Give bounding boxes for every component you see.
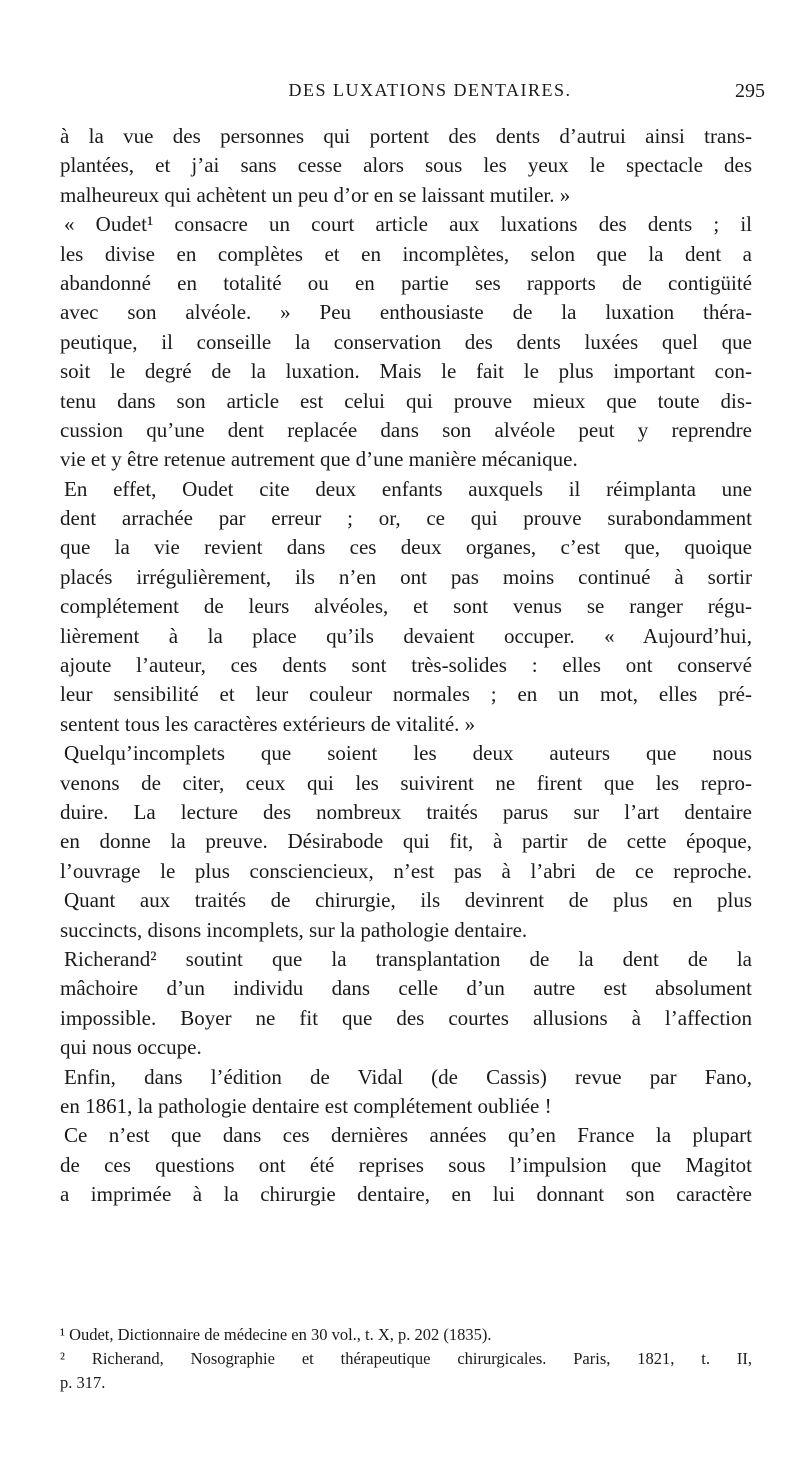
text-line: peutique, il conseille la conservation des dents luxées quel que bbox=[60, 329, 752, 354]
footnotes bbox=[60, 1323, 752, 1395]
text-line: complétement de leurs alvéoles, et sont venus se ranger régu- bbox=[60, 594, 752, 619]
text-line: leur sensibilité et leur couleur normales ; en un mot, elles pré- bbox=[60, 682, 752, 707]
body-text bbox=[60, 122, 752, 1209]
text-line: cussion qu’une dent replacée dans son alvéole peut y reprendre bbox=[60, 417, 752, 442]
running-head bbox=[50, 80, 770, 104]
text-line: l’ouvrage le plus consciencieux, n’est pas à l’abri de ce reproche. bbox=[60, 858, 752, 883]
text-line: en 1861, la pathologie dentaire est complétement oubliée ! bbox=[60, 1093, 552, 1118]
text-line: En effet, Oudet cite deux enfants auxquels il réimplanta une bbox=[64, 476, 752, 501]
text-line: tenu dans son article est celui qui prouve mieux que toute dis- bbox=[60, 388, 752, 413]
text-line: les divise en complètes et en incomplètes, selon que la dent a bbox=[60, 241, 752, 266]
text-line: venons de citer, ceux qui les suivirent ne firent que les repro- bbox=[60, 770, 752, 795]
text-line: Richerand² soutint que la transplantation de la dent de la bbox=[64, 946, 752, 971]
text-line: que la vie revient dans ces deux organes, c’est que, quoique bbox=[60, 535, 752, 560]
text-line: placés irrégulièrement, ils n’en ont pas moins continué à sortir bbox=[60, 564, 752, 589]
text-line: ajoute l’auteur, ces dents sont très-solides : elles ont conservé bbox=[60, 653, 752, 678]
footnote-2: ² Richerand, Nosographie et thérapeutique chirurgicales. Paris, 1821, t. II, bbox=[60, 1349, 752, 1368]
text-line: duire. La lecture des nombreux traités parus sur l’art dentaire bbox=[60, 799, 752, 824]
text-line: sentent tous les caractères extérieurs de vitalité. » bbox=[60, 711, 476, 736]
text-line: abandonné en totalité ou en partie ses rapports de contigüité bbox=[60, 270, 752, 295]
text-line: impossible. Boyer ne fit que des courtes allusions à l’affection bbox=[60, 1005, 752, 1030]
text-line: à la vue des personnes qui portent des dents d’autrui ainsi trans- bbox=[60, 124, 752, 148]
text-line: Quant aux traités de chirurgie, ils devinrent de plus en plus bbox=[64, 888, 752, 913]
text-line: mâchoire d’un individu dans celle d’un autre est absolument bbox=[60, 976, 752, 1001]
running-title: DES LUXATIONS DENTAIRES. bbox=[288, 80, 572, 100]
footnote-2-continued: p. 317. bbox=[60, 1373, 106, 1392]
text-line: plantées, et j’ai sans cesse alors sous les yeux le spectacle des bbox=[60, 153, 752, 178]
text-line: en donne la preuve. Désirabode qui fit, à partir de cette époque, bbox=[60, 829, 752, 854]
text-line: soit le degré de la luxation. Mais le fait le plus important con- bbox=[60, 359, 752, 384]
text-line: lièrement à la place qu’ils devaient occuper. « Aujourd’hui, bbox=[60, 623, 752, 648]
text-line: dent arrachée par erreur ; or, ce qui prouve surabondamment bbox=[60, 506, 752, 531]
footnote-1: ¹ Oudet, Dictionnaire de médecine en 30 vol., t. X, p. 202 (1835). bbox=[60, 1325, 492, 1344]
text-line: avec son alvéole. » Peu enthousiaste de la luxation théra- bbox=[60, 300, 752, 325]
text-line: Quelqu’incomplets que soient les deux auteurs que nous bbox=[64, 741, 752, 766]
text-line: Enfin, dans l’édition de Vidal (de Cassis) revue par Fano, bbox=[64, 1064, 752, 1089]
page-number: 295 bbox=[735, 80, 765, 102]
text-line: de ces questions ont été reprises sous l’impulsion que Magitot bbox=[60, 1152, 752, 1177]
text-line: malheureux qui achètent un peu d’or en se laissant mutiler. » bbox=[60, 182, 571, 207]
text-line: qui nous occupe. bbox=[60, 1035, 202, 1060]
text-line: Ce n’est que dans ces dernières années qu’en France la plupart bbox=[64, 1123, 752, 1148]
text-line: a imprimée à la chirurgie dentaire, en lui donnant son caractère bbox=[60, 1182, 752, 1207]
text-line: succincts, disons incomplets, sur la pathologie dentaire. bbox=[60, 917, 528, 942]
text-line: vie et y être retenue autrement que d’une manière mécanique. bbox=[60, 447, 578, 472]
text-line: « Oudet¹ consacre un court article aux luxations des dents ; il bbox=[64, 212, 752, 237]
